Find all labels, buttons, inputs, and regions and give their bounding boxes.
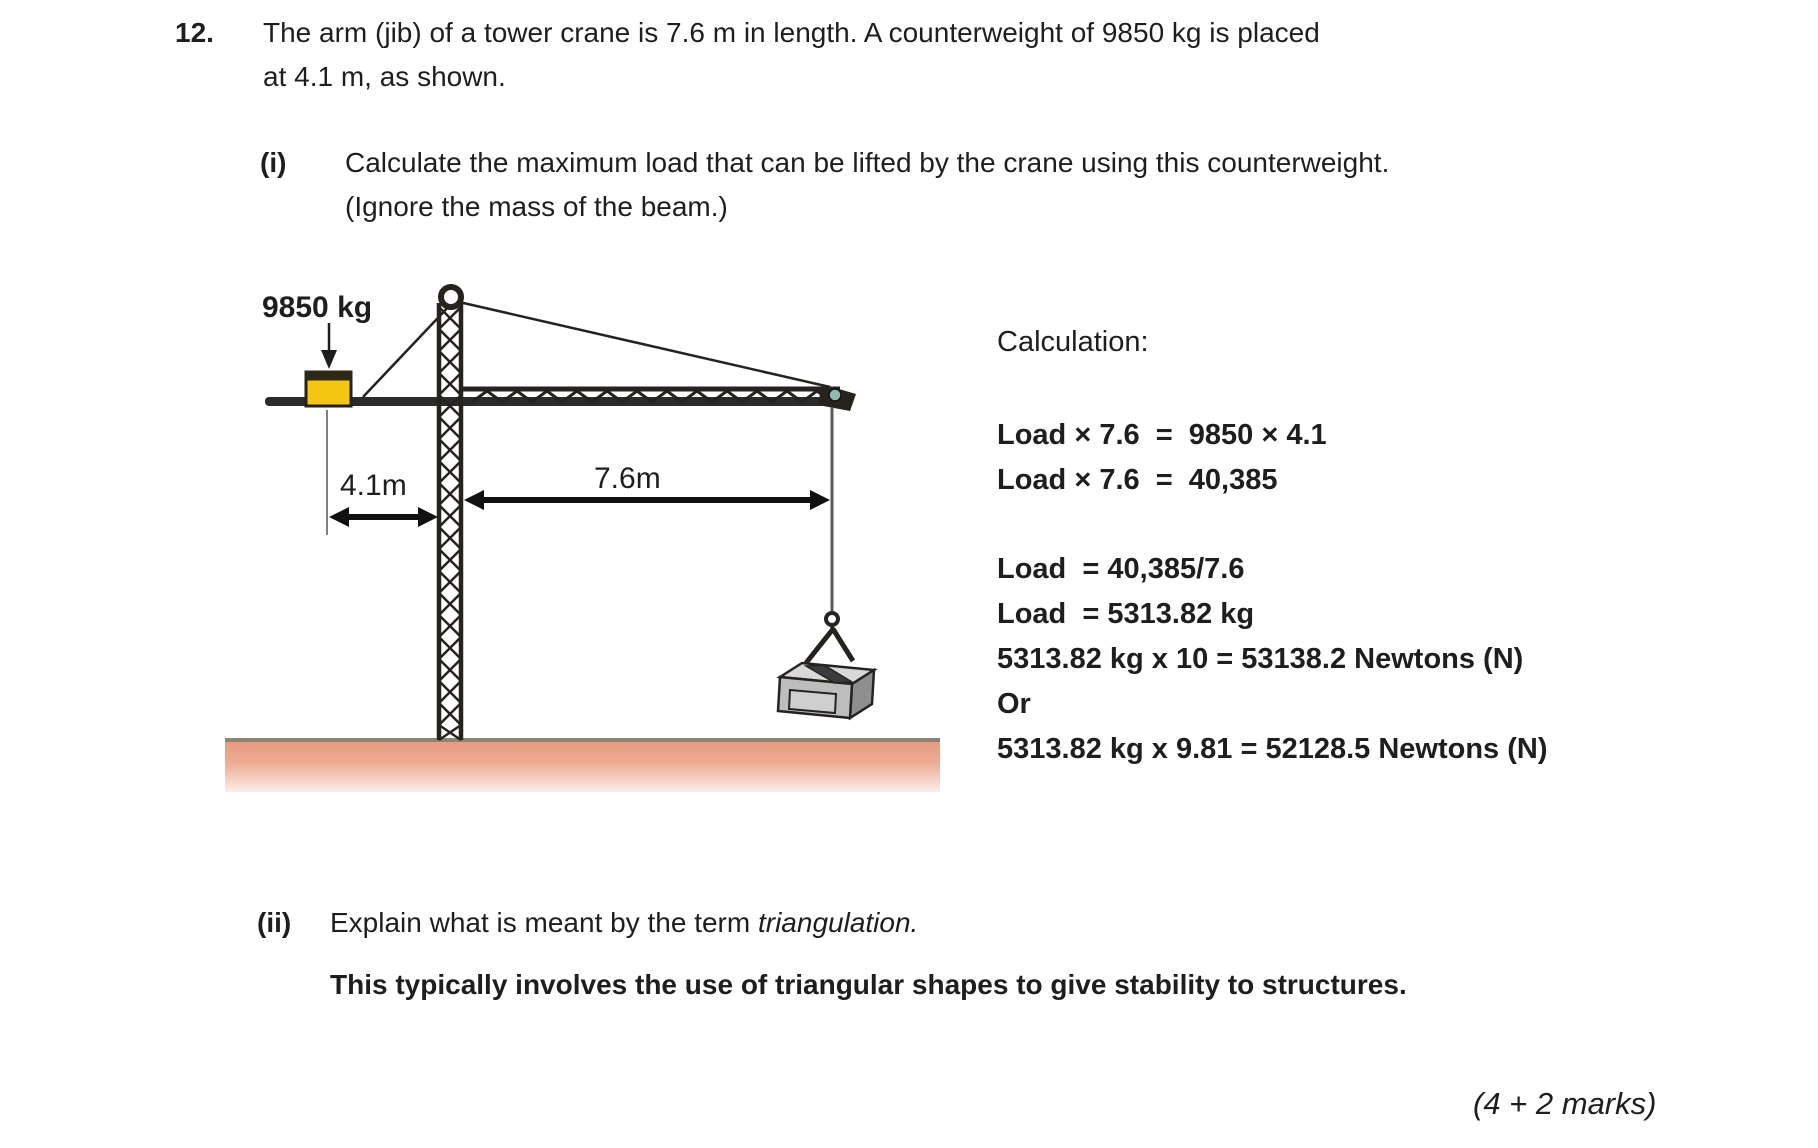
part-ii-answer: This typically involves the use of triangular shapes to give stability to structures.: [330, 969, 1407, 1000]
distance-label-7-6m: 7.6m: [594, 462, 661, 495]
part-ii-prompt-text: Explain what is meant by the term: [330, 907, 758, 938]
dimension-arrow-4-1m: [329, 507, 438, 527]
calc-line: Load = 5313.82 kg: [997, 598, 1255, 630]
tower-apex-pulley: [441, 287, 461, 307]
slings: [806, 629, 853, 663]
jib-cable: [459, 302, 830, 387]
part-i-label: (i): [260, 147, 287, 178]
calc-line: Load × 7.6 = 40,385: [997, 464, 1278, 496]
calculation-title: Calculation:: [997, 326, 1149, 358]
distance-label-4-1m: 4.1m: [340, 469, 407, 502]
calc-line: 5313.82 kg x 9.81 = 52128.5 Newtons (N): [997, 733, 1548, 765]
calc-line: 5313.82 kg x 10 = 53138.2 Newtons (N): [997, 643, 1524, 675]
counterweight-arrow: [321, 323, 337, 369]
part-i-text-line1: Calculate the maximum load that can be lifted by the crane using this counterweight.: [345, 147, 1390, 178]
calc-line: Or: [997, 688, 1031, 720]
part-ii-label: (ii): [257, 907, 292, 938]
calc-line: Load = 40,385/7.6: [997, 553, 1245, 585]
crane-diagram: [190, 245, 1010, 800]
part-i-text-line2: (Ignore the mass of the beam.): [345, 191, 728, 222]
marks-label: (4 + 2 marks): [1473, 1086, 1657, 1121]
part-ii-prompt-term: triangulation.: [757, 907, 919, 938]
counterweight-weight-label: 9850 kg: [262, 291, 373, 324]
tower-mast: [439, 303, 461, 740]
question-number: 12.: [175, 17, 214, 48]
calculation-block: [997, 413, 1548, 772]
load-crate: [778, 663, 874, 718]
part-ii-prompt: [330, 906, 918, 940]
ground: [225, 738, 940, 792]
calc-line: Load × 7.6 = 9850 × 4.1: [997, 419, 1327, 451]
question-intro-line2: at 4.1 m, as shown.: [263, 61, 506, 92]
counterweight-block: [305, 371, 353, 407]
calc-gap: [997, 503, 1548, 547]
question-intro-line1: The arm (jib) of a tower crane is 7.6 m in length. A counterweight of 9850 kg is placed: [263, 17, 1320, 48]
